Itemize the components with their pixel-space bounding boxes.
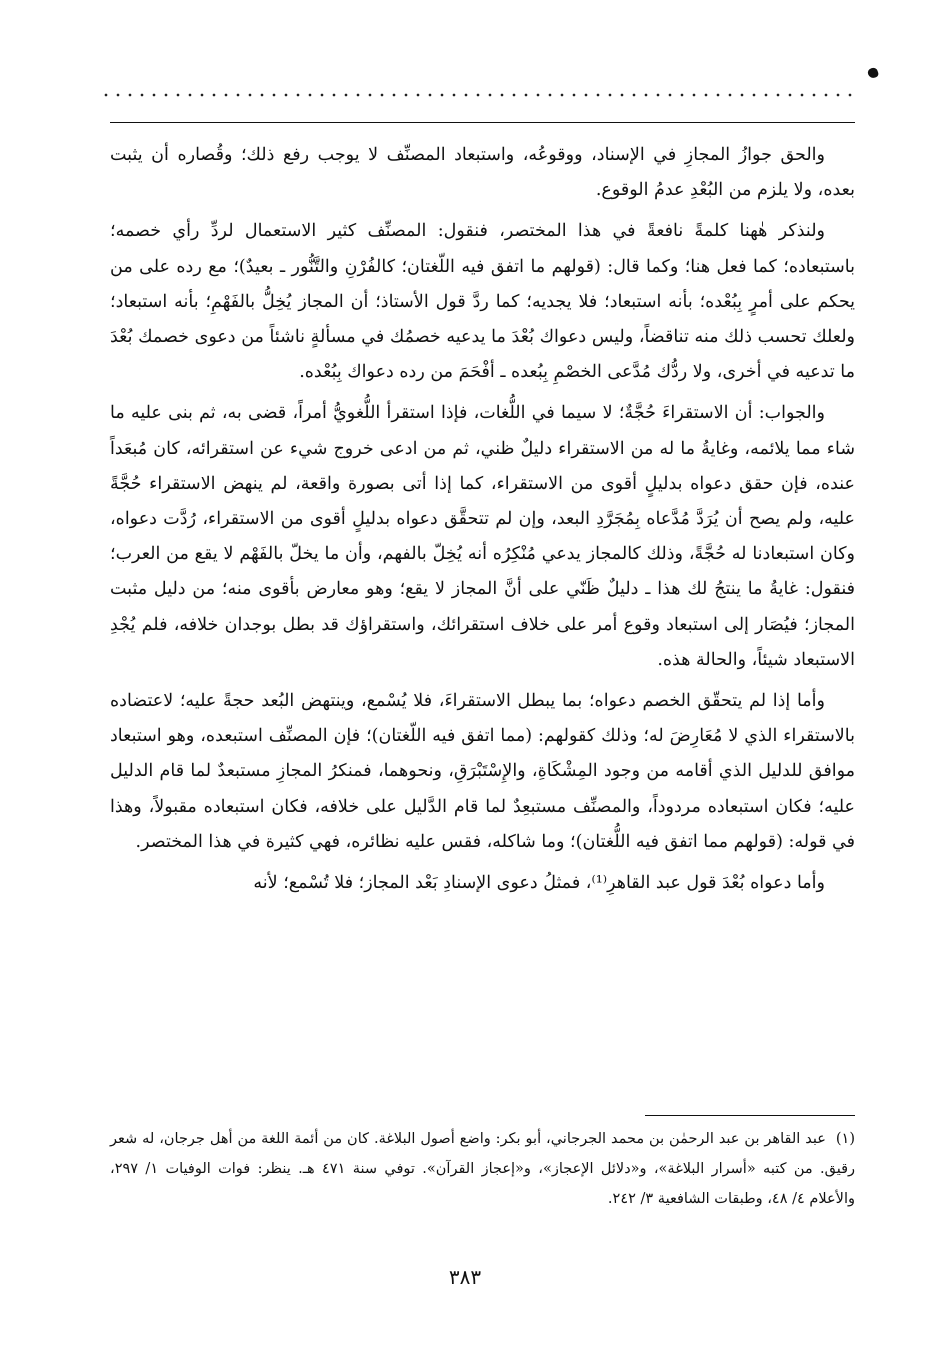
page-number: ٣٨٣ <box>448 1265 482 1289</box>
footnote-rule <box>645 1115 855 1116</box>
footnote-text: عبد القاهر بن عبد الرحمٰن بن محمد الجرجاني، أبو بكر: واضع أصول البلاغة. كان من أئمة اللغة من أهل جرجان، له شعر رقيق. من كتبه «أسرار البلاغة»، و«دلائل الإعجاز»، و«إعجاز القرآن». توفي سنة ٤٧١ هـ. ينظر: فوات الوفيات ١/ ٢٩٧، والأعلام ٤/ ٤٨، وطبقات الشافعية ٣/ ٢٤٢. <box>110 1131 856 1207</box>
paragraph: وأما دعواه بُعْدَ قول عبد القاهرِ⁽¹⁾، فمثلُ دعوى الإسنادِ بَعْد المجاز؛ فلا تُسْمع؛ لأنه <box>253 873 825 894</box>
paragraph: والحق جوازُ المجازِ في الإسناد، ووقوعُه، واستبعاد المصنِّف لا يوجب رفع ذلك؛ وقُصاره أن يثبت بعده، ولا يلزم من البُعْدِ عدمُ الوقوع. <box>110 145 855 201</box>
header-rule <box>110 122 855 123</box>
footnote-number: (١) <box>835 1131 855 1147</box>
main-text <box>110 138 855 907</box>
footnote <box>110 1124 855 1214</box>
paragraph: وأما إذا لم يتحقّق الخصم دعواه؛ بما يبطل الاستقراءَ، فلا يُسْمع، وينتهض البُعد حجةً عليه؛ لاعتضاده بالاستقراء الذي لا مُعَارِضَ له؛ وذلك كقولهم: (مما اتفق فيه اللّغتان)؛ فإن المصنِّف استبعده، وهو استبعاد موافق للدليل الذي أقامه من وجود المِشْكَاةِ، والإِسْتَبْرَقِ، ونحوهما، فمنكرُ المجازِ مستبعدٌ لما قام الدليل عليه؛ فكان استبعاده مردوداً، والمصنِّف مستبعِدٌ لما قام الدَّليل على خلافه، فكان استبعاده مقبولاً، وهذا في قوله: (قولهم مما اتفق فيه اللُّغتان)؛ وما شاكله، فقس عليه نظائره، فهي كثيرة في هذا المختصر. <box>110 691 855 852</box>
paragraph: والجواب: أن الاستقراءَ حُجَّةٌ؛ لا سيما في اللُّغات، فإذا استقرأ اللُّغويُّ أمراً، قضى به، ثم بنى عليه ما شاء مما يلائمه، وغايةُ ما له من الاستقراء دليلٌ ظني، ثم من ادعى خروج شيء عن استقرائه، كان مُبعَداً عنده، فإن حقق دعواه بدليلٍ أقوى من الاستقراء، كما إذا أتى بصورة واقعة، لم ينهض الاستقراء حُجَّةً عليه، ولم يصح أن يُرَدَّ مُدَّعاه بِمُجَرَّدِ البعد، وإن لم تتحقَّق دعواه بدليلٍ أقوى من الاستقراء، رُدَّت دعواه، وكان استبعادنا له حُجَّةً، وذلك كالمجاز يدعي مُنْكِرُه أنه يُخِلّ بالفهم، وأن ما يخلّ بالفَهْم لا يقع من العرب؛ فنقول: غايةُ ما ينتجُ لك هذا ـ دليلٌ ظَنّي على أنَّ المجاز لا يقع؛ وهو معارض بأقوى منه؛ من دليل مثبت المجاز؛ فيُصَار إلى استبعاد وقوع أمر على خلاف استقرائك، واستقراؤك قد بطل بوجدان خلافه، فلم يُجْدِ الاستبعاد شيئاً، والحالة هذه. <box>110 403 855 670</box>
corner-ink-mark <box>867 67 880 80</box>
paragraph: ولنذكر هٰهنا كلمةً نافعةً في هذا المختصر، فنقول: المصنِّف كثير الاستعمال لردِّ رأي خصمه؛ باستبعاده؛ كما فعل هنا؛ وكما قال: (قولهم ما اتفق فيه اللّغتان؛ كالفُرْنِ والتَّنُّور ـ بعيدٌ)؛ مع رده على من يحكم على أمرٍ بِبُعْده؛ بأنه استبعاد؛ فلا يجديه؛ كما ردَّ قول الأستاذ؛ أن المجاز يُخِلُّ بالفَهْمِ؛ بأنه استبعاد؛ ولعلك تحسب ذلك منه تناقضاً، وليس دعواك بُعْدَ ما يدعيه خصمُك في مسألةٍ ناشئاً من دعوى خصمك بُعْدَ ما تدعيه في أخرى، ولا ردُّك مُدَّعى الخصْمِ بِبُعده ـ أفْحَمَ من رده دعواك بِبُعْده. <box>110 221 855 383</box>
header-dotted-line <box>100 92 860 98</box>
